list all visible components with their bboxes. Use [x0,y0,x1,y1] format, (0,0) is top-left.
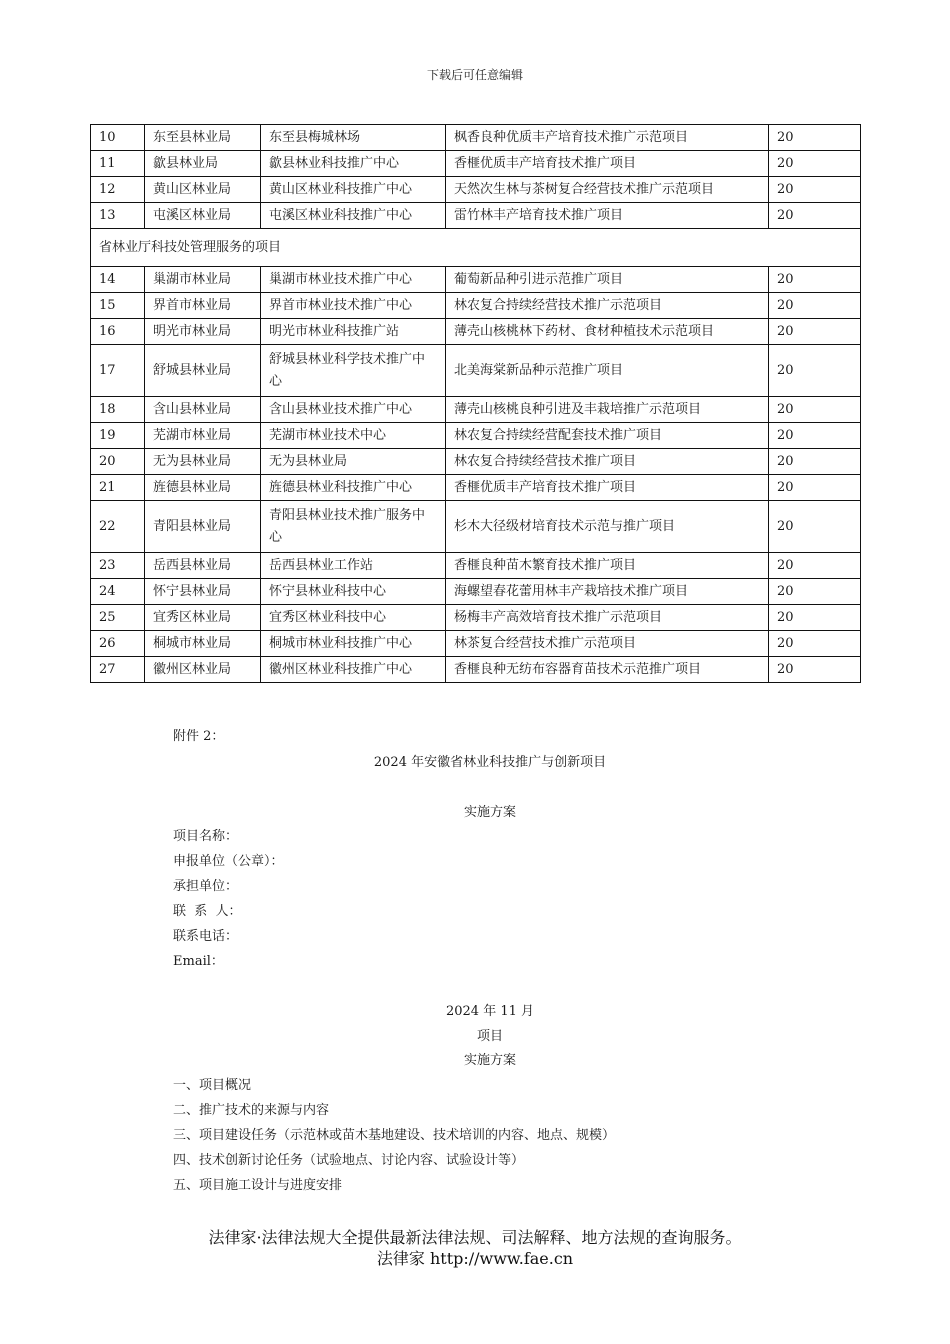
project-name-cell: 薄壳山核桃良种引进及丰栽培推广示范项目 [446,397,769,423]
funding-cell: 20 [769,423,861,449]
table-row [91,579,861,605]
row-number-cell: 23 [91,553,145,579]
project-name-cell: 天然次生林与茶树复合经营技术推广示范项目 [446,177,769,203]
project-name-cell: 北美海棠新品种示范推广项目 [446,345,769,397]
funding-cell: 20 [769,345,861,397]
implementing-unit-cell: 徽州区林业科技推广中心 [261,657,446,683]
funding-cell: 20 [769,501,861,553]
implementing-unit-cell: 桐城市林业科技推广中心 [261,631,446,657]
row-number-cell: 27 [91,657,145,683]
implementing-unit-cell: 宜秀区林业科技中心 [261,605,446,631]
row-number-cell: 20 [91,449,145,475]
project-name-cell: 香榧良种无纺布容器育苗技术示范推广项目 [446,657,769,683]
project-name-cell: 林农复合持续经营技术推广项目 [446,449,769,475]
project-name-cell: 香榧优质丰产培育技术推广项目 [446,475,769,501]
outline-item: 二、推广技术的来源与内容 [173,1103,330,1118]
bureau-cell: 桐城市林业局 [145,631,261,657]
outline-item: 一、项目概况 [173,1078,252,1093]
bureau-cell: 东至县林业局 [145,125,261,151]
field-project-name: 项目名称： [173,829,239,844]
funding-cell: 20 [769,203,861,229]
bureau-cell: 无为县林业局 [145,449,261,475]
row-number-cell: 13 [91,203,145,229]
funding-cell: 20 [769,293,861,319]
document-title: 2024 年安徽省林业科技推广与创新项目 [373,755,607,770]
row-number-cell: 11 [91,151,145,177]
table-row [91,605,861,631]
funding-cell: 20 [769,449,861,475]
implementing-unit-cell: 无为县林业局 [261,449,446,475]
bureau-cell: 芜湖市林业局 [145,423,261,449]
outline-item: 四、技术创新讨论任务（试验地点、讨论内容、试验设计等） [173,1153,525,1168]
project-name-cell: 雷竹林丰产培育技术推广项目 [446,203,769,229]
row-number-cell: 25 [91,605,145,631]
bureau-cell: 旌德县林业局 [145,475,261,501]
row-number-cell: 21 [91,475,145,501]
implementing-unit-cell: 旌德县林业科技推广中心 [261,475,446,501]
project-name-cell: 枫香良种优质丰产培育技术推广示范项目 [446,125,769,151]
funding-cell: 20 [769,579,861,605]
page-header: 下载后可任意编辑 [426,68,523,82]
table-row [91,449,861,475]
implementing-unit-cell: 界首市林业技术推广中心 [261,293,446,319]
project-name-cell: 海螺望春花蕾用林丰产栽培技术推广项目 [446,579,769,605]
footer-notice: 法律家·法律法规大全提供最新法律法规、司法解释、地方法规的查询服务。 [208,1228,742,1247]
project-name-cell: 林农复合持续经营技术推广示范项目 [446,293,769,319]
table-row [91,423,861,449]
bureau-cell: 岳西县林业局 [145,553,261,579]
bureau-cell: 宜秀区林业局 [145,605,261,631]
row-number-cell: 16 [91,319,145,345]
funding-cell: 20 [769,657,861,683]
project-name-cell: 林茶复合经营技术推广示范项目 [446,631,769,657]
project-name-cell: 葡萄新品种引进示范推广项目 [446,267,769,293]
section-row [91,229,861,267]
funding-cell: 20 [769,267,861,293]
implementing-unit-cell: 歙县林业科技推广中心 [261,151,446,177]
funding-cell: 20 [769,151,861,177]
funding-cell: 20 [769,631,861,657]
row-number-cell: 15 [91,293,145,319]
field-contact: 联 系 人： [173,904,242,919]
field-phone: 联系电话： [173,929,239,944]
outline-item: 五、项目施工设计与进度安排 [173,1178,343,1193]
footer-link[interactable]: 法律家 http://www.fae.cn [376,1249,574,1268]
table-row [91,151,861,177]
row-number-cell: 12 [91,177,145,203]
implementing-unit-cell: 黄山区林业科技推广中心 [261,177,446,203]
implementing-unit-cell: 明光市林业科技推广站 [261,319,446,345]
project-name-cell: 薄壳山核桃林下药材、食材种植技术示范项目 [446,319,769,345]
table-row [91,475,861,501]
project-name-cell: 香榧优质丰产培育技术推广项目 [446,151,769,177]
table-row [91,203,861,229]
project-name-cell: 林农复合持续经营配套技术推广项目 [446,423,769,449]
implementing-unit-cell: 舒城县林业科学技术推广中心 [261,345,446,397]
implementing-unit-cell: 东至县梅城林场 [261,125,446,151]
bureau-cell: 巢湖市林业局 [145,267,261,293]
implementing-unit-cell: 巢湖市林业技术推广中心 [261,267,446,293]
bureau-cell: 屯溪区林业局 [145,203,261,229]
field-email: Email： [173,954,224,969]
row-number-cell: 22 [91,501,145,553]
table-row [91,397,861,423]
row-number-cell: 14 [91,267,145,293]
implementing-unit-cell: 岳西县林业工作站 [261,553,446,579]
row-number-cell: 19 [91,423,145,449]
implementing-unit-cell: 屯溪区林业科技推广中心 [261,203,446,229]
funding-cell: 20 [769,125,861,151]
funding-cell: 20 [769,475,861,501]
bureau-cell: 青阳县林业局 [145,501,261,553]
table-row [91,125,861,151]
funding-cell: 20 [769,319,861,345]
table-row [91,319,861,345]
bureau-cell: 明光市林业局 [145,319,261,345]
project-name-cell: 香榧良种苗木繁育技术推广项目 [446,553,769,579]
implementing-unit-cell: 芜湖市林业技术中心 [261,423,446,449]
project-table [90,124,861,683]
project-name-cell: 杨梅丰产高效培育技术推广示范项目 [446,605,769,631]
heading-plan: 实施方案 [463,1053,516,1068]
field-undertaker: 承担单位： [173,879,239,894]
table-row [91,657,861,683]
row-number-cell: 18 [91,397,145,423]
bureau-cell: 怀宁县林业局 [145,579,261,605]
row-number-cell: 26 [91,631,145,657]
document-subtitle: 实施方案 [463,805,516,820]
bureau-cell: 舒城县林业局 [145,345,261,397]
field-applicant: 申报单位（公章）： [173,854,284,869]
date-line: 2024 年 11 月 [445,1004,535,1019]
table-row [91,293,861,319]
funding-cell: 20 [769,397,861,423]
funding-cell: 20 [769,553,861,579]
table-row [91,345,861,397]
table-row [91,553,861,579]
row-number-cell: 17 [91,345,145,397]
row-number-cell: 10 [91,125,145,151]
funding-cell: 20 [769,605,861,631]
attachment-label: 附件 2： [173,729,225,744]
table-row [91,631,861,657]
table-row [91,501,861,553]
bureau-cell: 含山县林业局 [145,397,261,423]
bureau-cell: 界首市林业局 [145,293,261,319]
row-number-cell: 24 [91,579,145,605]
implementing-unit-cell: 青阳县林业技术推广服务中心 [261,501,446,553]
bureau-cell: 歙县林业局 [145,151,261,177]
bureau-cell: 黄山区林业局 [145,177,261,203]
table-row [91,267,861,293]
project-name-cell: 杉木大径级材培育技术示范与推广项目 [446,501,769,553]
heading-project: 项目 [476,1029,503,1044]
funding-cell: 20 [769,177,861,203]
implementing-unit-cell: 含山县林业技术推广中心 [261,397,446,423]
table-row [91,177,861,203]
bureau-cell: 徽州区林业局 [145,657,261,683]
implementing-unit-cell: 怀宁县林业科技中心 [261,579,446,605]
section-label: 省林业厅科技处管理服务的项目 [91,229,861,267]
outline-item: 三、项目建设任务（示范林或苗木基地建设、技术培训的内容、地点、规模） [173,1128,616,1143]
